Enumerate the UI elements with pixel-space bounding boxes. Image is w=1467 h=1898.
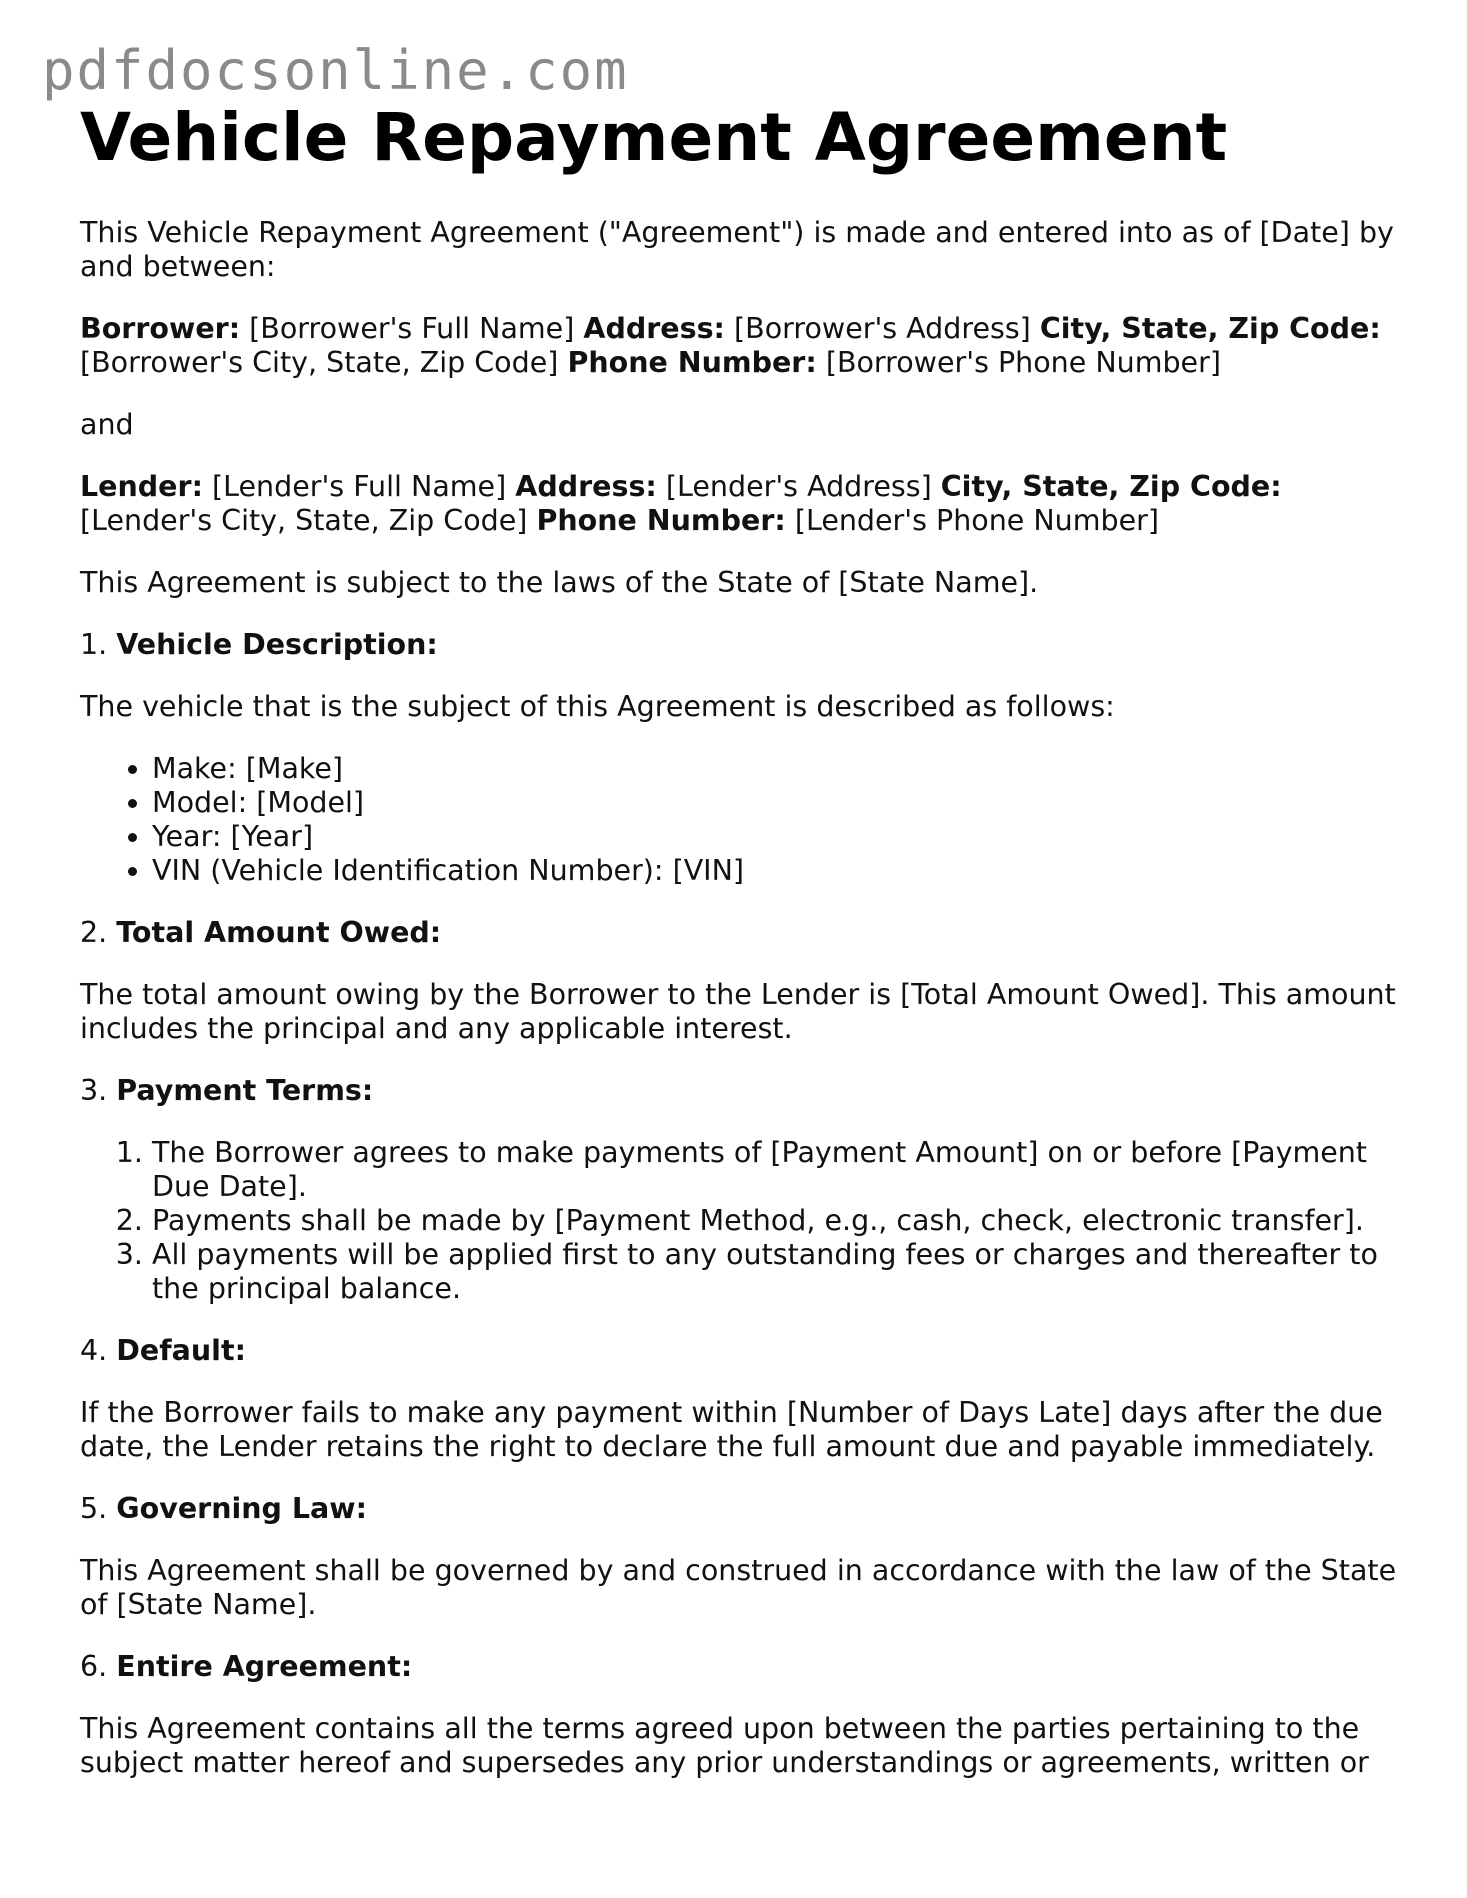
lender-city: [Lender's City, State, Zip Code] [80, 503, 528, 537]
section-5-number: 5. [80, 1491, 108, 1525]
section-6-heading [80, 1650, 1400, 1684]
section-2-heading [80, 916, 1400, 950]
watermark-text: pdfdocsonline.com [42, 39, 629, 102]
lender-address: [Lender's Address] [665, 469, 932, 503]
section-2-text: The total amount owing by the Borrower to the Lender is [Total Amount Owed]. This amount includes the principal and any applicable interest. [80, 977, 1396, 1045]
section-3-title: Payment Terms: [116, 1073, 374, 1107]
section-1-text: The vehicle that is the subject of this Agreement is described as follows: [80, 689, 1115, 723]
section-4-title: Default: [116, 1333, 246, 1367]
section-5-text: This Agreement shall be governed by and construed in accordance with the law of the State of [State Name]. [80, 1553, 1397, 1621]
list-item: 2. Payments shall be made by [Payment Method, e.g., cash, check, electronic transfer]. [152, 1204, 1400, 1238]
borrower-phone-label: Phone Number: [567, 345, 817, 379]
lender-address-label: Address: [515, 469, 657, 503]
borrower-name: [Borrower's Full Name] [249, 311, 575, 345]
section-3-number: 3. [80, 1073, 108, 1107]
borrower-address-label: Address: [583, 311, 725, 345]
borrower-phone: [Borrower's Phone Number] [825, 345, 1221, 379]
section-1-title: Vehicle Description: [116, 627, 438, 661]
borrower-block [80, 312, 1400, 380]
borrower-city: [Borrower's City, State, Zip Code] [80, 345, 559, 379]
borrower-label: Borrower: [80, 311, 241, 345]
section-4-number: 4. [80, 1333, 108, 1367]
list-item: • Year: [Year] [152, 820, 1400, 854]
lender-city-label: City, State, Zip Code: [940, 469, 1282, 503]
section-1-heading [80, 628, 1400, 662]
document-body [80, 100, 1400, 1808]
lender-phone-label: Phone Number: [536, 503, 786, 537]
section-3-heading [80, 1074, 1400, 1108]
section-2-number: 2. [80, 915, 108, 949]
section-6-text: This Agreement contains all the terms agreed upon between the parties pertaining to the subject matter hereof and supersedes any prior understandings or agreements, written or [80, 1711, 1369, 1779]
intro-paragraph: This Vehicle Repayment Agreement ("Agreement") is made and entered into as of [Date] by and between: [80, 215, 1394, 283]
payment-terms-list [80, 1136, 1400, 1306]
section-5-title: Governing Law: [116, 1491, 367, 1525]
section-4-heading [80, 1334, 1400, 1368]
borrower-address: [Borrower's Address] [734, 311, 1031, 345]
lender-label: Lender: [80, 469, 203, 503]
section-5-heading [80, 1492, 1400, 1526]
list-item: • Model: [Model] [152, 786, 1400, 820]
lender-name: [Lender's Full Name] [212, 469, 507, 503]
section-6-title: Entire Agreement: [116, 1649, 413, 1683]
and-text: and [80, 407, 134, 441]
section-6-number: 6. [80, 1649, 108, 1683]
borrower-city-label: City, State, Zip Code: [1039, 311, 1381, 345]
list-item: • VIN (Vehicle Identification Number): [VIN] [152, 854, 1400, 888]
list-item: 3. All payments will be applied first to any outstanding fees or charges and thereafter to the principal balance. [152, 1238, 1400, 1306]
section-2-title: Total Amount Owed: [116, 915, 442, 949]
vehicle-details-list [80, 752, 1400, 888]
list-item: 1. The Borrower agrees to make payments of [Payment Amount] on or before [Payment Due Date]. [152, 1136, 1400, 1204]
lender-block [80, 470, 1400, 538]
section-4-text: If the Borrower fails to make any payment within [Number of Days Late] days after the due date, the Lender retains the right to declare the full amount due and payable immediately. [80, 1395, 1383, 1463]
section-1-number: 1. [80, 627, 108, 661]
list-item: • Make: [Make] [152, 752, 1400, 786]
lender-phone: [Lender's Phone Number] [794, 503, 1159, 537]
laws-paragraph: This Agreement is subject to the laws of the State of [State Name]. [80, 565, 1039, 599]
document-title: Vehicle Repayment Agreement [80, 99, 1228, 176]
